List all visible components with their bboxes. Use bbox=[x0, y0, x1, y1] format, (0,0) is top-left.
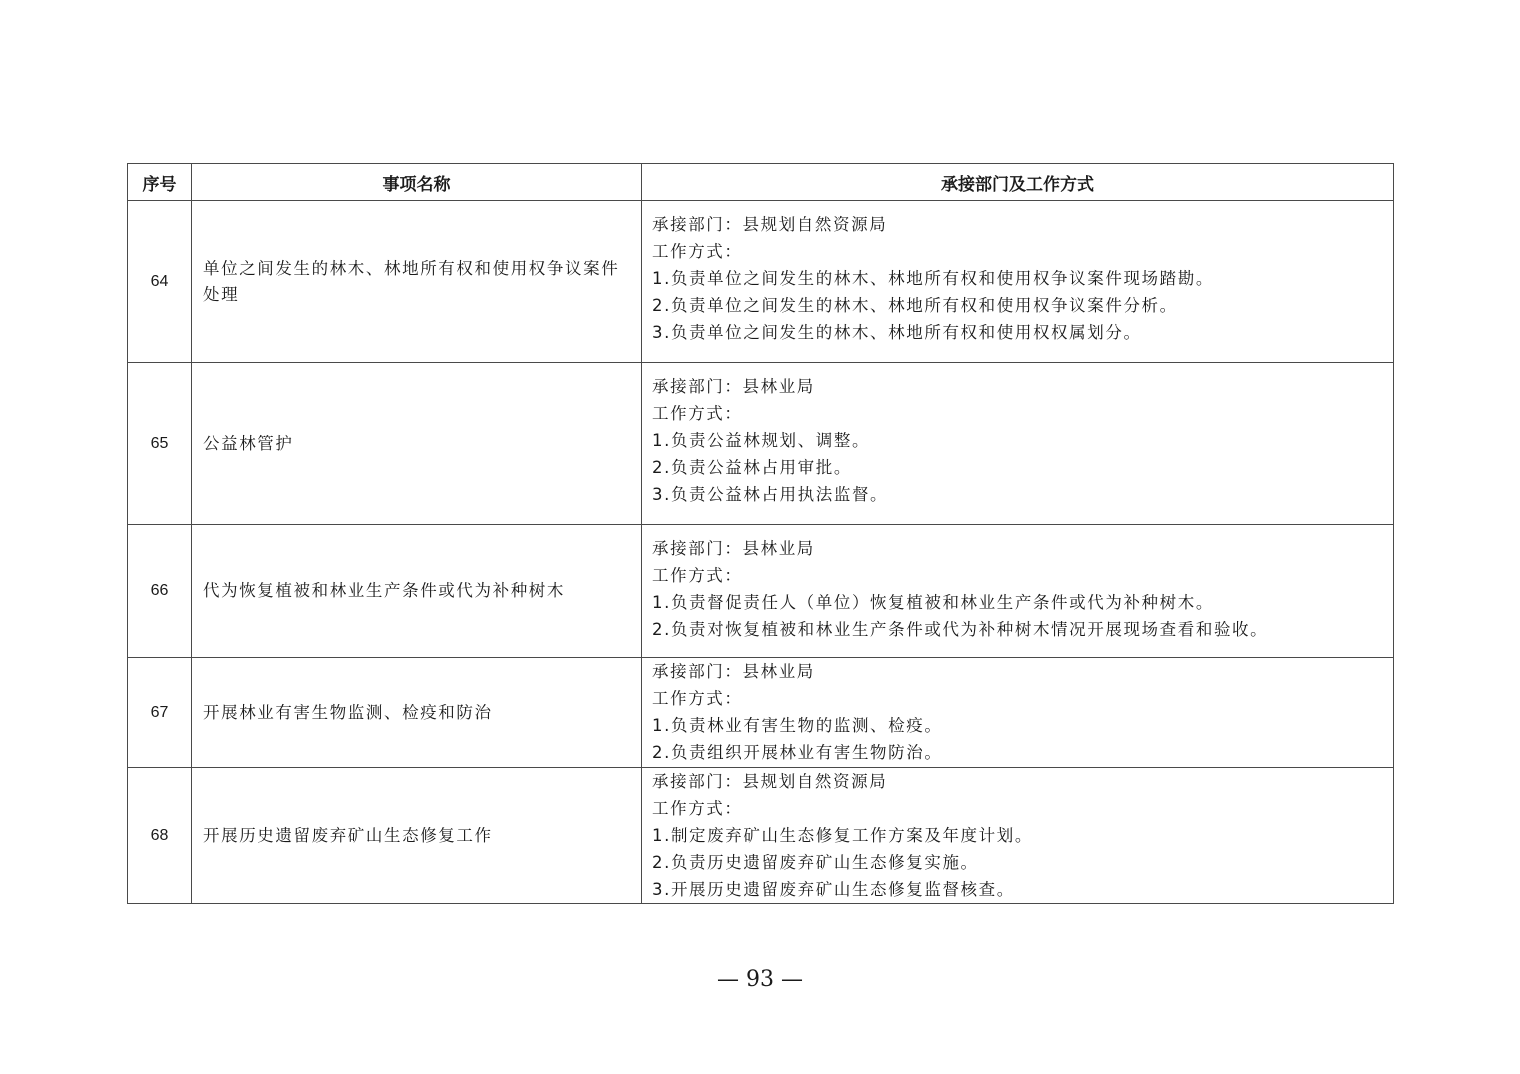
header-seq: 序号 bbox=[128, 164, 192, 201]
row-name: 单位之间发生的林木、林地所有权和使用权争议案件处理 bbox=[192, 201, 642, 363]
method-item: 2.负责单位之间发生的林木、林地所有权和使用权争议案件分析。 bbox=[652, 296, 1178, 315]
row-seq: 66 bbox=[128, 525, 192, 658]
row-name: 公益林管护 bbox=[192, 363, 642, 525]
page-number: — 93 — bbox=[717, 967, 803, 992]
row-method bbox=[642, 363, 1394, 525]
method-item: 3.负责单位之间发生的林木、林地所有权和使用权权属划分。 bbox=[652, 323, 1142, 342]
matters-table bbox=[127, 163, 1394, 904]
department-line: 承接部门：县林业局 bbox=[652, 377, 815, 396]
method-item: 1.负责单位之间发生的林木、林地所有权和使用权争议案件现场踏勘。 bbox=[652, 269, 1214, 288]
row-name: 代为恢复植被和林业生产条件或代为补种树木 bbox=[192, 525, 642, 658]
department-line: 承接部门：县林业局 bbox=[652, 539, 815, 558]
method-item: 2.负责组织开展林业有害生物防治。 bbox=[652, 743, 943, 762]
method-item: 3.负责公益林占用执法监督。 bbox=[652, 485, 889, 504]
row-method bbox=[642, 201, 1394, 363]
method-item: 3.开展历史遗留废弃矿山生态修复监督核查。 bbox=[652, 880, 1015, 899]
method-item: 2.负责公益林占用审批。 bbox=[652, 458, 852, 477]
row-method bbox=[642, 768, 1394, 904]
row-seq: 64 bbox=[128, 201, 192, 363]
table-row bbox=[128, 363, 1394, 525]
department-line: 承接部门：县规划自然资源局 bbox=[652, 772, 888, 791]
method-label: 工作方式： bbox=[652, 242, 743, 261]
table-body bbox=[128, 201, 1394, 904]
method-label: 工作方式： bbox=[652, 566, 743, 585]
row-seq: 67 bbox=[128, 658, 192, 768]
method-label: 工作方式： bbox=[652, 404, 743, 423]
method-item: 1.负责督促责任人（单位）恢复植被和林业生产条件或代为补种树木。 bbox=[652, 593, 1214, 612]
row-name: 开展历史遗留废弃矿山生态修复工作 bbox=[192, 768, 642, 904]
row-method bbox=[642, 525, 1394, 658]
method-label: 工作方式： bbox=[652, 689, 743, 708]
table-row bbox=[128, 201, 1394, 363]
row-seq: 65 bbox=[128, 363, 192, 525]
header-name: 事项名称 bbox=[192, 164, 642, 201]
department-line: 承接部门：县规划自然资源局 bbox=[652, 215, 888, 234]
method-item: 2.负责对恢复植被和林业生产条件或代为补种树木情况开展现场查看和验收。 bbox=[652, 620, 1269, 639]
method-item: 1.负责公益林规划、调整。 bbox=[652, 431, 871, 450]
table-row bbox=[128, 525, 1394, 658]
table-row bbox=[128, 768, 1394, 904]
table-header bbox=[128, 164, 1394, 201]
method-item: 1.负责林业有害生物的监测、检疫。 bbox=[652, 716, 943, 735]
method-label: 工作方式： bbox=[652, 799, 743, 818]
method-item: 2.负责历史遗留废弃矿山生态修复实施。 bbox=[652, 853, 979, 872]
row-method bbox=[642, 658, 1394, 768]
row-seq: 68 bbox=[128, 768, 192, 904]
table-row bbox=[128, 658, 1394, 768]
header-method: 承接部门及工作方式 bbox=[642, 164, 1394, 201]
department-line: 承接部门：县林业局 bbox=[652, 662, 815, 681]
row-name: 开展林业有害生物监测、检疫和防治 bbox=[192, 658, 642, 768]
header-row bbox=[128, 164, 1394, 201]
method-item: 1.制定废弃矿山生态修复工作方案及年度计划。 bbox=[652, 826, 1033, 845]
